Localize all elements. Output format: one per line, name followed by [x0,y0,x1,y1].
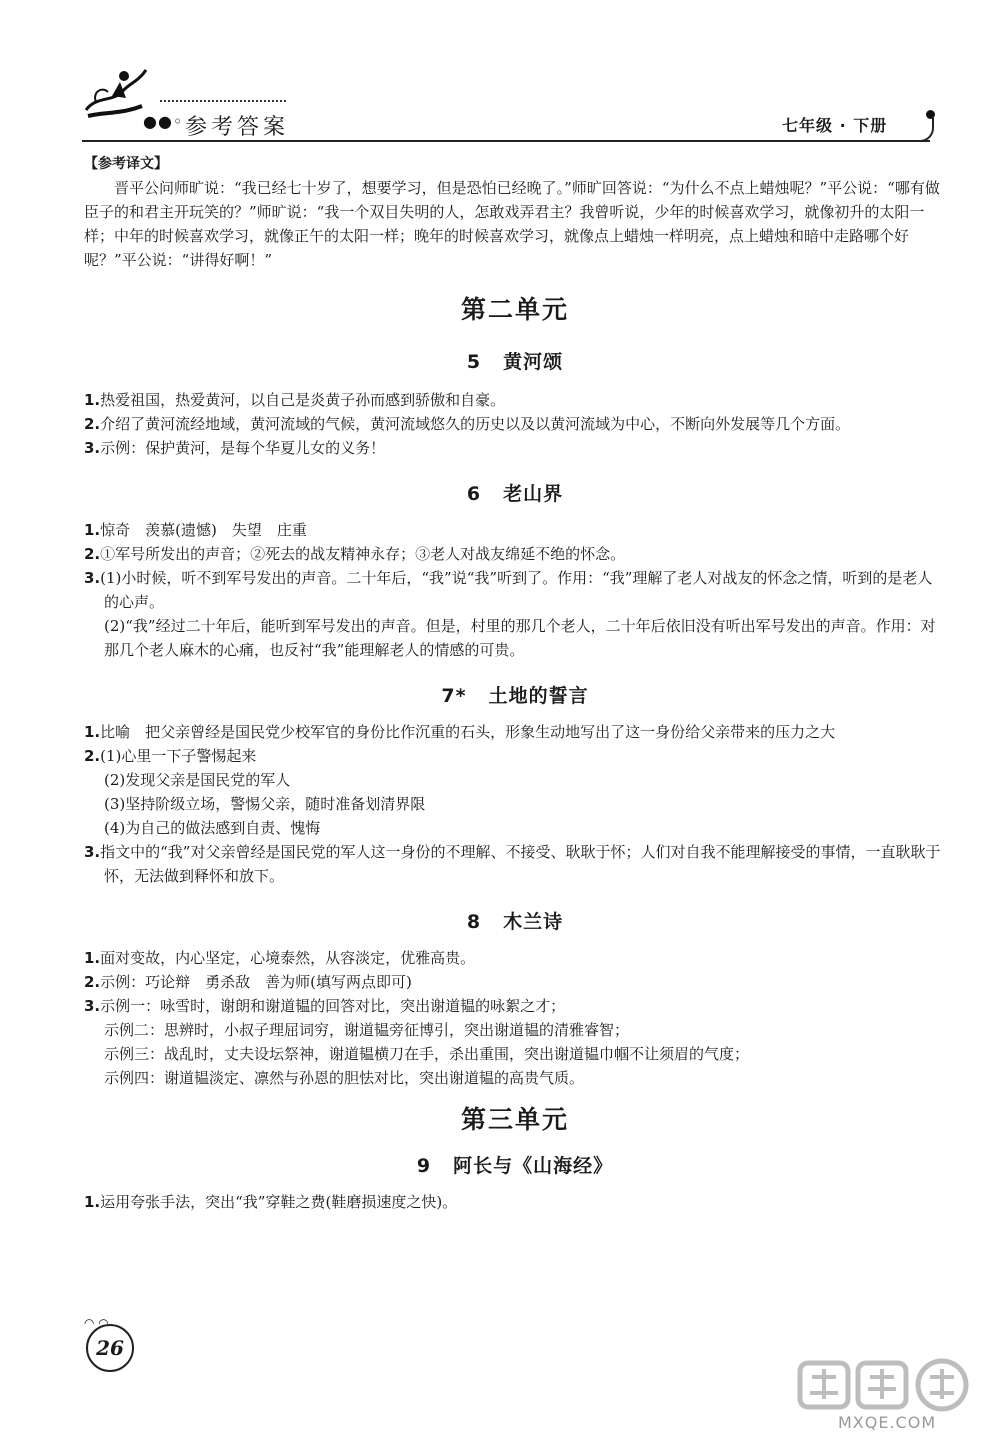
translation-tag: 【参考译文】 [84,156,168,172]
clock-bells-icon: ◠ ◠ [84,1316,109,1330]
page-number: 26 [86,1324,134,1372]
answer-item: 3.示例：保护黄河，是每个华夏儿女的义务！ [84,439,386,457]
lesson-name: 阿长与《山海经》 [453,1155,614,1177]
lesson-answers [84,518,946,662]
header-rule [82,140,930,142]
rule-curve [918,118,934,142]
lesson-title [84,910,946,934]
answer-item: 1.热爱祖国，热爱黄河，以自己是炎黄子孙而感到骄傲和自豪。 [84,391,506,409]
header-title: 参考答案 [185,115,290,140]
lesson-title [84,350,946,374]
answer-item: 1.惊奇 羡慕(遗憾) 失望 庄重 [84,521,307,539]
header-dotted-line [160,100,286,102]
unit-title: 第三单元 [460,1105,569,1134]
lesson-number: 8 [466,911,482,933]
lesson-name: 黄河颂 [503,351,564,373]
answer-item: 3.指文中的“我”对父亲曾经是国民党的军人这一身份的不理解、不接受、耿耿于怀；人们对自我不能理解接受的事情，一直耿耿于怀，无法做到释怀和放下。 [84,843,941,885]
answer-item: 1.面对变故，内心坚定，心境泰然，从容淡定，优雅高贵。 [84,949,476,967]
answer-item: 2.示例：巧论辩 勇杀敌 善为师(填写两点即可) [84,973,412,991]
answer-item: 3.(1)小时候，听不到军号发出的声音。二十年后，“我”说“我”听到了。作用：“我”理解了老人对战友的怀念之情，听到的是老人的心声。 [84,569,933,611]
lesson-name: 木兰诗 [503,911,564,933]
answer-item: 1.运用夸张手法，突出“我”穿鞋之费(鞋磨损速度之快)。 [84,1193,458,1211]
answer-content [84,148,946,1214]
lesson-answers [84,720,946,888]
answer-subitem: (3)坚持阶级立场，警惕父亲，随时准备划清界限 [104,795,426,813]
lesson-title [84,1154,946,1178]
page-header [0,0,1000,150]
lesson-number: 6 [466,483,482,505]
lesson-answers [84,1190,946,1214]
answer-subitem: (2)“我”经过二十年后，能听到军号发出的声音。但是，村里的那几个老人，二十年后依旧没有听出军号发出的声音。作用：对那几个老人麻木的心痛，也反衬“我”能理解老人的情感的可贵。 [104,617,936,659]
lesson-name: 老山界 [503,483,564,505]
lesson-title [84,684,946,708]
unit-title: 第二单元 [460,295,569,324]
answer-subitem: (2)发现父亲是国民党的军人 [104,771,291,789]
translation-text: 晋平公问师旷说：“我已经七十岁了，想要学习，但是恐怕已经晚了。”师旷回答说：“为什么不点上蜡烛呢？”平公说：“哪有做臣子的和君主开玩笑的？”师旷说：“我一个双目失明的人，怎敢戏弄君主？我曾听说，少年的时候喜欢学习，就像初升的太阳一样；中年的时候喜欢学习，就像正午的太阳一样；晚年的时候喜欢学习，就像点上蜡烛一样明亮，点上蜡烛和暗中走路哪个好呢？”平公说：“讲得好啊！” [84,179,940,269]
lesson-number: 5 [466,351,482,373]
answer-item: 2.(1)心里一下子警惕起来 [84,747,257,765]
grade-label: 七年级 · 下册 [782,116,888,135]
mascot-logo-icon [82,62,152,122]
answer-subitem: 示例二：思辨时，小叔子理屈词穷，谢道韫旁征博引，突出谢道韫的清雅睿智； [104,1021,630,1039]
header-dots: ●●◦ [143,112,184,131]
answer-subitem: (4)为自己的做法感到自责、愧悔 [104,819,321,837]
answer-item: 3.示例一：咏雪时，谢朗和谢道韫的回答对比，突出谢道韫的咏絮之才； [84,997,566,1015]
lesson-answers [84,388,946,460]
answer-item: 1.比喻 把父亲曾经是国民党少校军官的身份比作沉重的石头，形象生动地写出了这一身份给父亲带来的压力之大 [84,723,836,741]
answer-subitem: 示例四：谢道韫淡定、凛然与孙恩的胆怯对比，突出谢道韫的高贵气质。 [104,1069,585,1087]
lesson-number: 9 [416,1155,432,1177]
lesson-number: 7* [441,685,467,707]
answer-item: 2.①军号所发出的声音；②死去的战友精神永存；③老人对战友绵延不绝的怀念。 [84,545,626,563]
lesson-title [84,482,946,506]
lesson-answers [84,946,946,1090]
watermark-text: MXQE.COM [838,1413,937,1432]
answer-subitem: 示例三：战乱时，丈夫设坛祭神，谢道韫横刀在手，杀出重围，突出谢道韫巾帼不让须眉的气度； [104,1045,750,1063]
answer-item: 2.介绍了黄河流经地域，黄河流域的气候，黄河流域悠久的历史以及以黄河流域为中心，不断向外发展等几个方面。 [84,415,851,433]
lesson-name: 土地的誓言 [488,685,589,707]
